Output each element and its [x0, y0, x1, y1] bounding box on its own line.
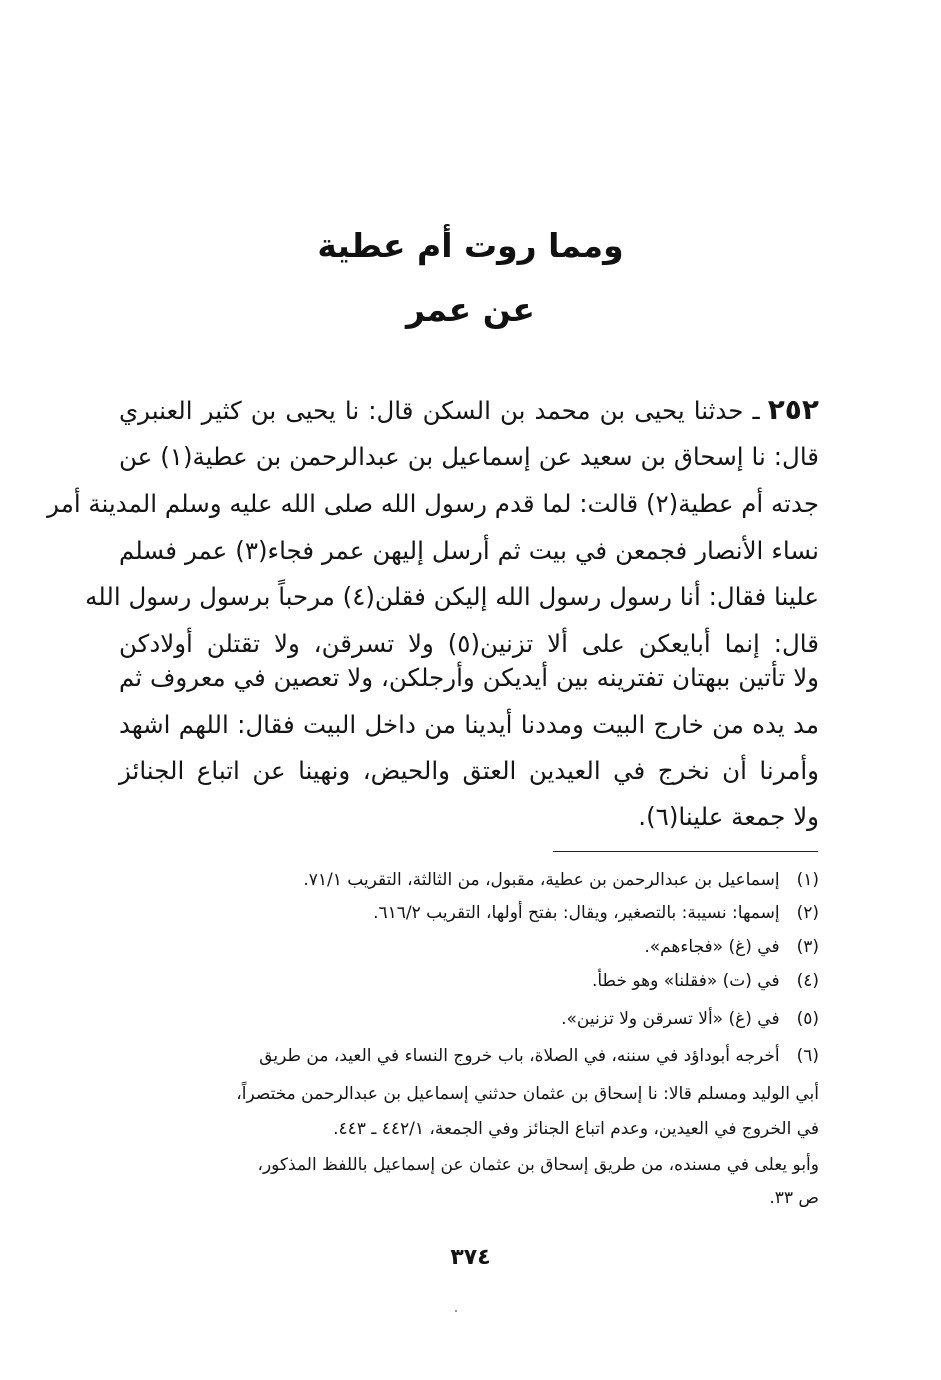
- footnote-text: في (غ) «ألا تسرقن ولا تزنين».: [561, 1009, 780, 1029]
- hadith-number: ٢٥٢: [767, 393, 819, 426]
- hadith-line: ولا جمعة علينا(٦).: [638, 802, 819, 831]
- footnote: [119, 966, 819, 996]
- hadith-line: علينا فقال: أنا رسول رسول الله إليكن فقلن(٤) مرحباً برسول رسول الله: [85, 582, 819, 611]
- hadith-line: وأمرنا أن نخرج في العيدين العتق والحيض، ونهينا عن اتباع الجنائز: [119, 756, 819, 785]
- footnote-continuation: وأبو يعلى في مسنده، من طريق إسحاق بن عثمان عن إسماعيل باللفظ المذكور،: [257, 1155, 819, 1175]
- footnote-text: في (ت) «فقلنا» وهو خطأ.: [591, 971, 780, 991]
- footnote: [119, 932, 819, 962]
- hadith-line: ولا تأتين ببهتان تفترينه بين أيديكن وأرجلكن، ولا تعصين في معروف ثم: [119, 663, 819, 692]
- footnote-number: (٢): [796, 903, 819, 923]
- section-subtitle: عن عمر: [406, 290, 535, 329]
- footnote-number: (٥): [796, 1009, 819, 1029]
- footnote: [119, 1004, 819, 1034]
- footnote-separator: [553, 851, 818, 852]
- section-title: ومما روت أم عطية: [317, 226, 624, 265]
- footnote: [119, 865, 819, 895]
- footnote: [119, 898, 819, 928]
- footnote-number: (٤): [796, 971, 819, 991]
- scan-speck: [455, 1310, 457, 1312]
- footnote-continuation: أبي الوليد ومسلم قالا: نا إسحاق بن عثمان حدثني إسماعيل بن عبدالرحمن مختصراً،: [236, 1084, 819, 1104]
- page-number: ٣٧٤: [450, 1245, 491, 1270]
- hadith-line: ٢٥٢ـ حدثنا يحيى بن محمد بن السكن قال: نا يحيى بن كثير العنبري: [119, 393, 819, 426]
- footnote-number: (٦): [796, 1046, 819, 1066]
- footnote-text: إسماعيل بن عبدالرحمن بن عطية، مقبول، من الثالثة، التقريب ٧١/١.: [303, 870, 780, 890]
- footnote-text: إسمها: نسيبة: بالتصغير، ويقال: بفتح أولها، التقريب ٦١٦/٢.: [373, 903, 780, 923]
- footnote: [119, 1041, 819, 1071]
- footnote-text: أخرجه أبوداؤد في سننه، في الصلاة، باب خروج النساء في العيد، من طريق: [259, 1046, 780, 1066]
- hadith-line: قال: نا إسحاق بن سعيد عن إسماعيل بن عبدالرحمن بن عطية(١) عن: [119, 442, 819, 471]
- hadith-line: نساء الأنصار فجمعن في بيت ثم أرسل إليهن عمر فجاء(٣) عمر فسلم: [119, 536, 820, 565]
- footnote-text: في (غ) «فجاءهم».: [644, 937, 780, 957]
- hadith-line: مد يده من خارج البيت ومددنا أيدينا من داخل البيت فقال: اللهم اشهد: [119, 710, 819, 739]
- hadith-line: قال: إنما أبايعكن على ألا تزنين(٥) ولا تسرقن، ولا تقتلن أولادكن: [119, 629, 819, 658]
- hadith-line: جدته أم عطية(٢) قالت: لما قدم رسول الله صلى الله عليه وسلم المدينة أمر: [47, 489, 819, 518]
- footnote-number: (١): [796, 870, 819, 890]
- footnote-continuation: ص ٣٣.: [769, 1188, 819, 1208]
- footnote-number: (٣): [796, 937, 819, 957]
- footnote-continuation: في الخروج في العيدين، وعدم اتباع الجنائز وفي الجمعة، ٤٤٢/١ ـ ٤٤٣.: [333, 1119, 819, 1139]
